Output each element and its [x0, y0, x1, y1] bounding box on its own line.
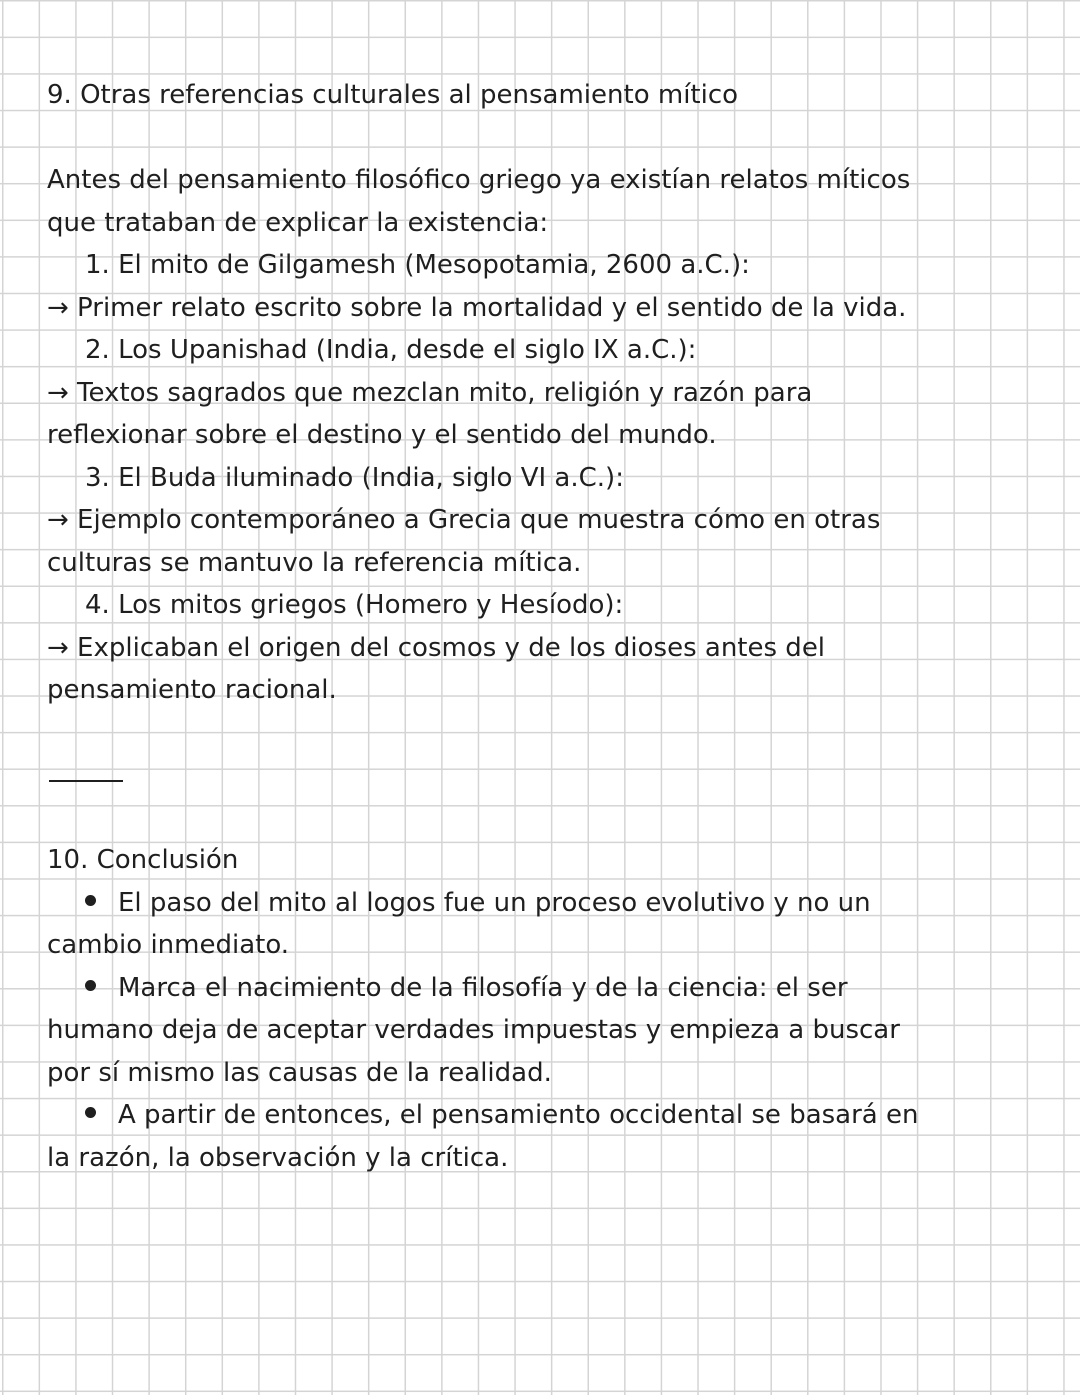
- item-text: pensamiento racional.: [47, 675, 337, 705]
- conclusion-bullet: [47, 1094, 1047, 1137]
- item-text: → Textos sagrados que mezclan mito, religión y razón para: [47, 377, 813, 408]
- bullet-text: El paso del mito al logos fue un proceso evolutivo y no un: [118, 887, 871, 918]
- item-heading-gilgamesh: 1. El mito de Gilgamesh (Mesopotamia, 2600 a.C.):: [85, 250, 750, 280]
- item-text: → Explicaban el origen del cosmos y de los dioses antes del: [47, 632, 826, 663]
- bullet-continuation: por sí mismo las causas de la realidad.: [47, 1057, 552, 1088]
- item-text: → Ejemplo contemporáneo a Grecia que muestra cómo en otras: [47, 505, 881, 535]
- bullet-icon: [85, 1107, 96, 1118]
- section-10-title: 10. Conclusión: [47, 845, 239, 875]
- conclusion-bullet: [47, 882, 1047, 925]
- item-heading-upanishad: 2. Los Upanishad (India, desde el siglo IX a.C.):: [85, 335, 697, 365]
- bullet-icon: [85, 895, 96, 906]
- blank-line: [47, 797, 1047, 840]
- conclusion-bullet: [47, 967, 1047, 1010]
- blank-line: [47, 117, 1047, 160]
- item-text: → Primer relato escrito sobre la mortalidad y el sentido de la vida.: [47, 292, 907, 323]
- bullet-continuation: cambio inmediato.: [47, 930, 290, 960]
- section-9-intro-line: Antes del pensamiento filosófico griego ya existían relatos míticos: [47, 165, 911, 195]
- bullet-text: Marca el nacimiento de la filosofía y de la ciencia: el ser: [118, 972, 848, 1003]
- section-9-title: 9. Otras referencias culturales al pensamiento mítico: [47, 80, 739, 110]
- bullet-continuation: humano deja de aceptar verdades impuestas y empieza a buscar: [47, 1015, 900, 1045]
- notes-page: [47, 74, 1047, 1179]
- bullet-icon: [85, 980, 96, 991]
- item-heading-buda: 3. El Buda iluminado (India, siglo VI a.C.):: [85, 462, 624, 493]
- item-text: reflexionar sobre el destino y el sentido del mundo.: [47, 420, 717, 450]
- section-divider: [47, 754, 1047, 797]
- bullet-continuation: la razón, la observación y la crítica.: [47, 1142, 509, 1173]
- blank-line: [47, 712, 1047, 755]
- section-9-intro-line: que trataban de explicar la existencia:: [47, 207, 549, 238]
- item-text: culturas se mantuvo la referencia mítica.: [47, 547, 582, 578]
- bullet-text: A partir de entonces, el pensamiento occidental se basará en: [118, 1100, 919, 1130]
- item-heading-mitos-griegos: 4. Los mitos griegos (Homero y Hesíodo):: [85, 590, 624, 620]
